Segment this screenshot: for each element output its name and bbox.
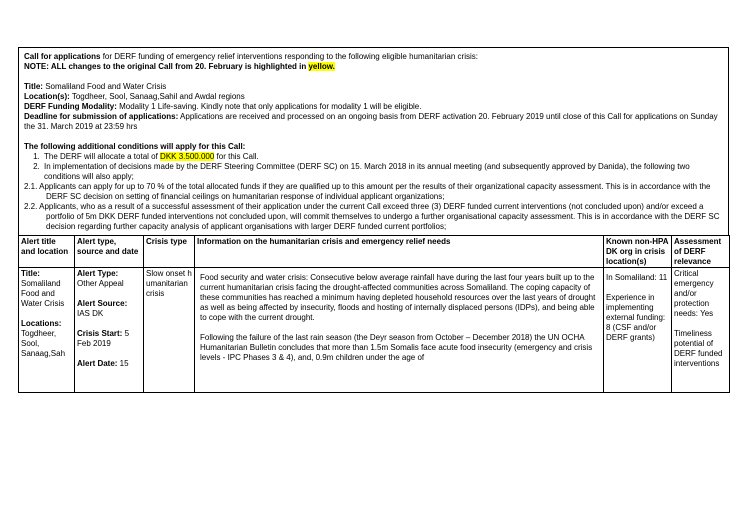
table-row bbox=[19, 268, 730, 393]
call-intro bbox=[24, 52, 724, 62]
call-box bbox=[18, 47, 729, 235]
call-intro-text: for DERF funding of emergency relief interventions responding to the following eligible humanitarian crisis: bbox=[100, 52, 478, 61]
call-note bbox=[24, 62, 724, 72]
call-deadline-value: Applications are received and processed on an ongoing basis from DERF activation 20. February 2019 until close of this Call for applications on Sunday the 31. March 2019 at 23:59 hrs bbox=[24, 112, 718, 131]
call-modality bbox=[24, 102, 724, 112]
allocation-highlight: DKK 3.500.000 bbox=[160, 152, 215, 161]
header-alert-title: Alert title and location bbox=[19, 236, 75, 268]
header-crisis-type: Crisis type bbox=[144, 236, 195, 268]
condition-1: 1. The DERF will allocate a total of DKK 3.500.000 for this Call. bbox=[42, 152, 724, 162]
table-header-row bbox=[19, 236, 730, 268]
call-location bbox=[24, 92, 724, 102]
call-modality-value: Modality 1 Life-saving. Kindly note that only applications for modality 1 will be eligible. bbox=[116, 102, 422, 111]
call-title-label: Title: bbox=[24, 82, 43, 91]
cell-known-orgs: In Somaliland: 11 Experience in implementing external funding: 8 (CSF and/or DERF grants) bbox=[604, 268, 672, 393]
call-title-value: Somaliland Food and Water Crisis bbox=[42, 82, 167, 91]
condition-2-2: 2.2. Applicants, who as a result of a successful assessment of their application under the current Call exceed three (3) DERF funded current interventions (not concluded upon) and/or exceed a portfolio of 5m DKK DERF funded interventions not concluded upon, will commit themselves to undergo a further organisational capacity assessment. This is in accordance with the DERF SC decision regarding further capacity analysis of applicant organisations with larger DERF funded current portfolios; bbox=[24, 202, 720, 231]
condition-2-1: 2.1. Applicants can apply for up to 70 % of the total allocated funds if they are qualified up to this amount per the results of their organizational capacity assessment. This is in accordance with the DERF SC decision on setting of financial ceilings on humanitarian response of individual applicant organizations; bbox=[24, 182, 711, 201]
call-deadline-label: Deadline for submission of applications: bbox=[24, 112, 179, 121]
header-known-orgs: Known non-HPA DK org in crisis location(s) bbox=[604, 236, 672, 268]
header-assessment: Assessment of DERF relevance bbox=[672, 236, 730, 268]
call-modality-label: DERF Funding Modality: bbox=[24, 102, 117, 111]
cell-alert-title: Title: Somaliland Food and Water Crisis Locations: Togdheer, Sool, Sanaag,Sah bbox=[19, 268, 75, 393]
cell-assessment: Critical emergency and/or protection needs: Yes Timeliness potential of DERF funded interventions bbox=[672, 268, 730, 393]
header-crisis-info: Information on the humanitarian crisis and emergency relief needs bbox=[195, 236, 604, 268]
call-note-text: NOTE: ALL changes to the original Call from 20. February is highlighted in bbox=[24, 62, 309, 71]
cell-crisis-info: Food security and water crisis: Consecutive below average rainfall have during the last four years built up to the current humanitarian crisis facing the drought-affected communities across Somaliland. The coping capacity of these communities has reached a minimum having depleted household resources over the last years of drought as well as being affected by insecurity, floods and hosting of internally displaced persons (IDPs), and being able to cope with the current drought. Following the failure of the last rain season (the Deyr season from October – December 2018) the UN OCHA Humanitarian Bulletin concludes that more than 1.5m Somalis face acute food insecurity (emergency and crisis levels - IPC Phases 3 & 4), and, 0.9m children under the age of bbox=[195, 268, 604, 393]
call-location-label: Location(s): bbox=[24, 92, 70, 101]
header-alert-type: Alert type, source and date bbox=[75, 236, 144, 268]
call-deadline bbox=[24, 112, 724, 132]
alert-table bbox=[18, 235, 730, 393]
cell-alert-type: Alert Type: Other Appeal Alert Source: IAS DK Crisis Start: 5 Feb 2019 Alert Date: 15 bbox=[75, 268, 144, 393]
call-title bbox=[24, 82, 724, 92]
conditions-heading: The following additional conditions will apply for this Call: bbox=[24, 142, 246, 151]
call-note-highlight: yellow. bbox=[308, 62, 335, 71]
call-location-value: Togdheer, Sool, Sanaag,Sahil and Awdal regions bbox=[69, 92, 245, 101]
call-document bbox=[18, 47, 729, 393]
conditions-list bbox=[24, 152, 724, 182]
cell-crisis-type: Slow onset humanitarian crisis bbox=[144, 268, 195, 393]
condition-2: 2. In implementation of decisions made by the DERF Steering Committee (DERF SC) on 15. March 2018 in its annual meeting (and subsequently approved by Danida), the following two conditions will also apply; bbox=[42, 162, 724, 182]
call-intro-bold: Call for applications bbox=[24, 52, 101, 61]
